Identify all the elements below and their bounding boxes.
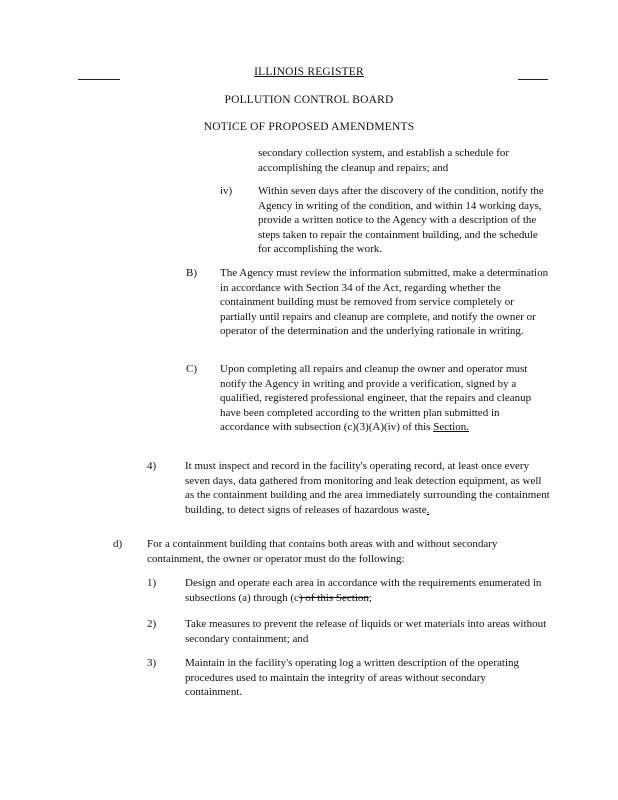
subsection-d3-text: Maintain in the facility's operating log a written description of the operating procedures used to maintain the integrity of areas without secondary containment. — [185, 657, 520, 698]
paragraph-4-body: It must inspect and record in the facility's operating record, at least once every seven days, data gathered from monitoring and leak detection equipment, as well as the containment building and the area immediately surrounding the containment building, to detect signs of releases of hazardous waste — [185, 460, 550, 516]
header-rule-left — [78, 79, 120, 80]
paragraph-4-label: 4) — [147, 460, 157, 472]
subsection-iii-continuation: secondary collection system, and establish a schedule for accomplishing the cleanup and repairs; and — [258, 147, 510, 174]
subsection-B-text: The Agency must review the information submitted, make a determination in accordance with Section 34 of the Act, regarding whether the containment building must be removed from service completely or partially until repairs and cleanup are complete, and notify the owner or operator of the determination and the underlying rationale in writing. — [220, 267, 549, 337]
subsection-iv-text: Within seven days after the discovery of the condition, notify the Agency in writing of the condition, and within 14 working days, provide a written notice to the Agency with a description of the steps taken to repair the containment building, and the schedule for accomplishing the work. — [258, 185, 544, 255]
subsection-C-text — [220, 362, 550, 435]
paragraph-4-added-period: . — [426, 503, 430, 516]
subsection-d-text: For a containment building that contains both areas with and without secondary containment, the owner or operator must do the following: — [147, 538, 498, 565]
subsection-B-label: B) — [186, 267, 197, 279]
subsection-d1-text — [185, 576, 545, 605]
subsection-C-added-text: Section. — [433, 421, 469, 433]
subsection-d1-label: 1) — [147, 577, 157, 589]
notice-title: NOTICE OF PROPOSED AMENDMENTS — [203, 121, 415, 133]
subsection-d2-label: 2) — [147, 618, 157, 630]
subsection-C-body: Upon completing all repairs and cleanup the owner and operator must notify the Agency in writing and provide a verification, signed by a qualified, registered professional engineer, that the repairs and cleanup have been completed according to the written plan submitted in accordance with subsection (c)(3)(A)(iv) of this — [220, 363, 532, 433]
register-title: ILLINOIS REGISTER — [254, 66, 364, 78]
subsection-iv-label: iv) — [220, 185, 233, 197]
header-rule-right — [518, 79, 548, 80]
subsection-d1-body: Design and operate each area in accordance with the requirements enumerated in subsections (a) through (c — [185, 577, 542, 604]
board-title: POLLUTION CONTROL BOARD — [224, 94, 394, 106]
subsection-C-label: C) — [186, 363, 197, 375]
subsection-d3-label: 3) — [147, 657, 157, 669]
subsection-d-label: d) — [113, 538, 123, 550]
paragraph-4-text — [185, 459, 550, 517]
subsection-d1-deleted-text: ) of this Section — [298, 591, 369, 604]
subsection-d2-text: Take measures to prevent the release of liquids or wet materials into areas without secondary containment; and — [185, 618, 547, 645]
subsection-d1-semicolon: ; — [368, 591, 372, 604]
